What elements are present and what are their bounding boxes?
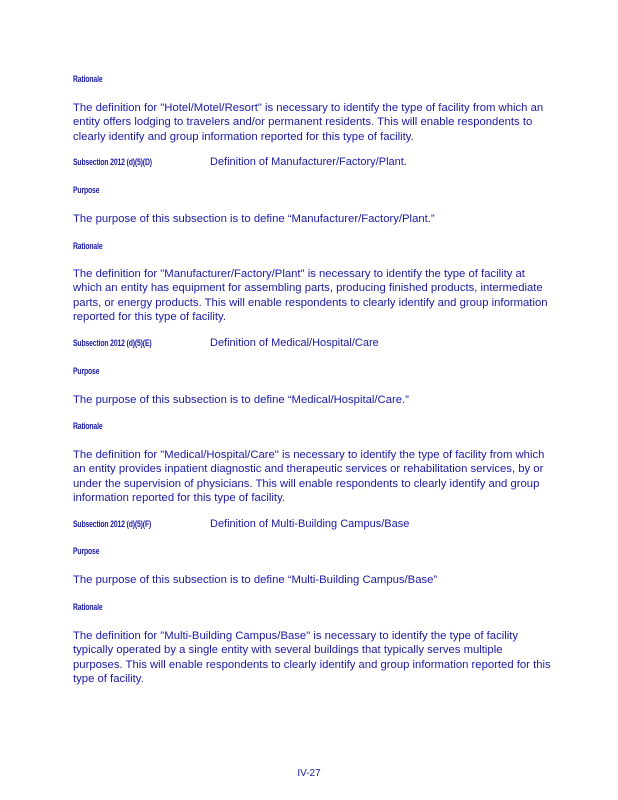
subsection-title: Definition of Medical/Hospital/Care — [210, 337, 379, 349]
manufacturer-purpose-text: The purpose of this subsection is to define “Manufacturer/Factory/Plant.” — [73, 213, 435, 225]
page-number: IV-27 — [297, 768, 321, 779]
campus-purpose-text: The purpose of this subsection is to define “Multi-Building Campus/Base” — [73, 574, 438, 586]
medical-rationale-label: Rationale — [73, 421, 103, 432]
subsection-code: Subsection 2012 (d)(5)(D) — [73, 157, 152, 168]
campus-purpose-label: Purpose — [73, 546, 100, 557]
medical-subsection-heading — [73, 337, 379, 349]
manufacturer-subsection-heading — [73, 156, 407, 168]
subsection-code: Subsection 2012 (d)(5)(E) — [73, 338, 152, 349]
campus-subsection-heading — [73, 518, 409, 530]
manufacturer-purpose-label: Purpose — [73, 185, 100, 196]
manufacturer-rationale-label: Rationale — [73, 241, 103, 252]
medical-rationale-text: The definition for "Medical/Hospital/Care" is necessary to identify the type of facility from which an entity provides inpatient diagnostic and therapeutic services or rehabilitation services, by or under the supervision of physicians. This will enable respondents to clearly identify and group information reported for this type of facility. — [73, 449, 545, 504]
subsection-title: Definition of Multi-Building Campus/Base — [210, 518, 410, 530]
campus-rationale-text: The definition for "Multi-Building Campus/Base" is necessary to identify the type of facility typically operated by a single entity with several buildings that typically serves multiple purposes. This will enable respondents to clearly identify and group information reported for this type of facility. — [73, 630, 551, 685]
manufacturer-rationale-text: The definition for "Manufacturer/Factory/Plant" is necessary to identify the type of facility at which an entity has equipment for assembling parts, producing finished products, intermediate parts, or energy products. This will enable respondents to clearly identify and group information reported for this type of facility. — [73, 268, 548, 323]
campus-rationale-label: Rationale — [73, 602, 103, 613]
medical-purpose-label: Purpose — [73, 366, 100, 377]
hotel-rationale-label: Rationale — [73, 74, 103, 85]
subsection-code: Subsection 2012 (d)(5)(F) — [73, 519, 152, 530]
medical-purpose-text: The purpose of this subsection is to define “Medical/Hospital/Care.” — [73, 394, 409, 406]
subsection-title: Definition of Manufacturer/Factory/Plant. — [210, 156, 407, 168]
hotel-rationale-text: The definition for "Hotel/Motel/Resort" is necessary to identify the type of facility from which an entity offers lodging to travelers and/or permanent residents. This will enable respondents to clearly identify and group information reported for this type of facility. — [73, 102, 544, 143]
